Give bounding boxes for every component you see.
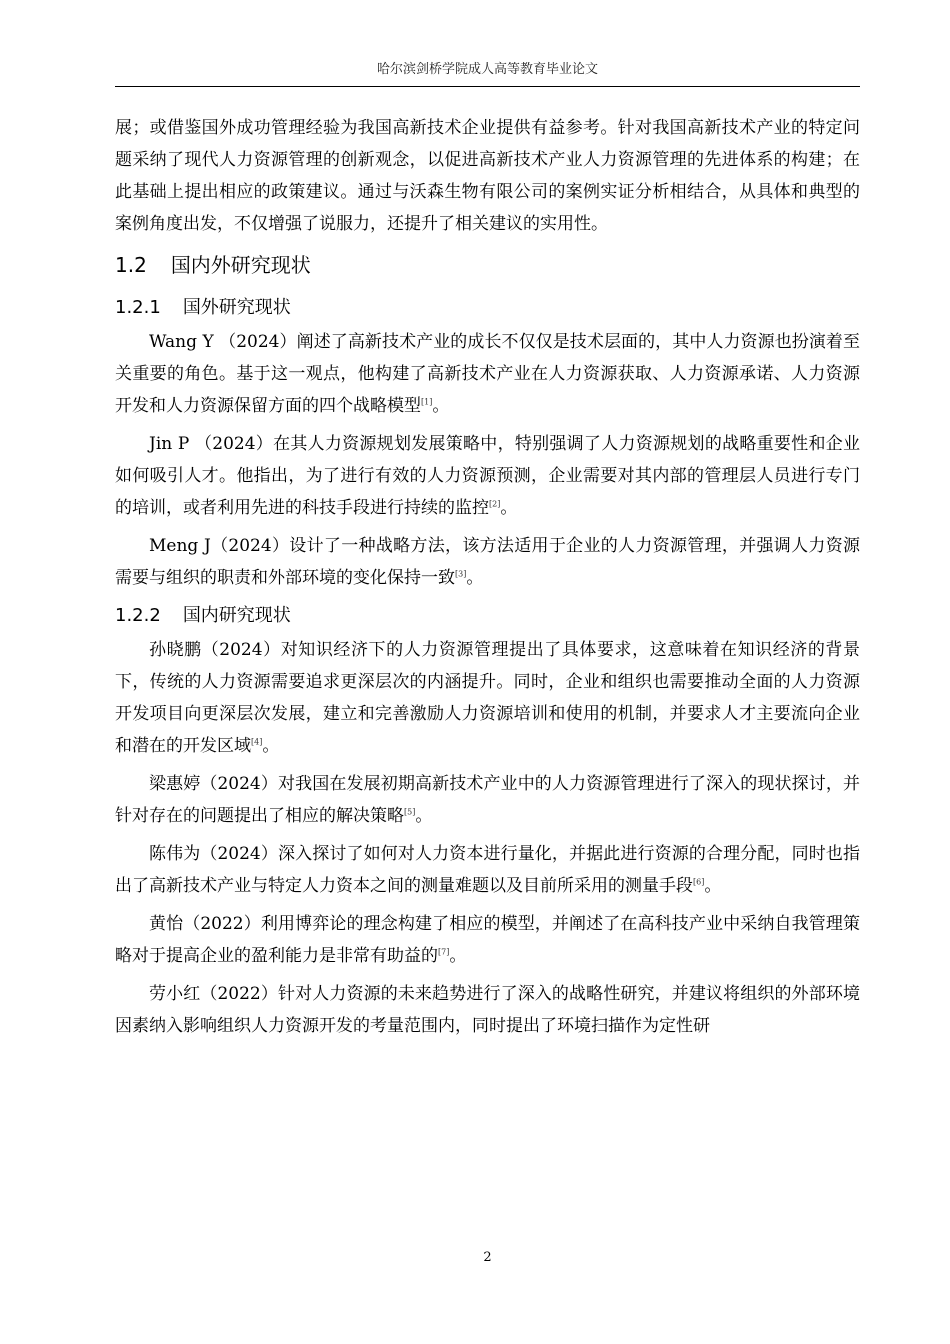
paragraph-text: 陈伟为（2024）深入探讨了如何对人力资本进行量化，并据此进行资源的合理分配，同时也指出了高新技术产业与特定人力资本之间的测量难题以及目前所采用的测量手段 (115, 844, 860, 896)
citation-ref[interactable]: [2] (489, 499, 501, 509)
paragraph-text: Meng J（2024）设计了一种战略方法，该方法适用于企业的人力资源管理，并强调人力资源需要与组织的职责和外部环境的变化保持一致 (115, 536, 860, 588)
subsection-title: 国外研究现状 (182, 297, 291, 318)
running-header: 哈尔滨剑桥学院成人高等教育毕业论文 (376, 62, 598, 77)
citation-ref[interactable]: [3] (455, 569, 467, 579)
section-heading (115, 248, 860, 282)
subsection-heading-domestic (115, 600, 860, 632)
paragraph-end: 。 (466, 568, 484, 588)
paragraph-text: Wang Y （2024）阐述了高新技术产业的成长不仅仅是技术层面的，其中人力资源也扮演着至关重要的角色。基于这一观点，他构建了高新技术产业在人力资源获取、人力资源承诺、人力资源开发和人力资源保留方面的四个战略模型 (115, 332, 860, 416)
paragraph-end: 。 (449, 946, 467, 966)
header-divider (115, 86, 860, 87)
citation-ref[interactable]: [7] (438, 947, 450, 957)
foreign-paragraph-2 (115, 428, 860, 524)
paragraph-end: 。 (432, 396, 450, 416)
foreign-paragraph-1 (115, 326, 860, 422)
citation-ref[interactable]: [1] (421, 397, 433, 407)
domestic-paragraph-4 (115, 908, 860, 972)
citation-ref[interactable]: [6] (693, 877, 705, 887)
paragraph-text: 黄怡（2022）利用博弈论的理念构建了相应的模型，并阐述了在高科技产业中采纳自我管理策略对于提高企业的盈利能力是非常有助益的 (115, 914, 860, 966)
section-title: 国内外研究现状 (170, 253, 311, 277)
foreign-paragraph-3 (115, 530, 860, 594)
subsection-title: 国内研究现状 (182, 605, 291, 626)
subsection-number: 1.2.1 (115, 297, 161, 318)
domestic-paragraph-3 (115, 838, 860, 902)
citation-ref[interactable]: [5] (404, 807, 416, 817)
paragraph-end: 。 (262, 736, 280, 756)
paragraph-end: 。 (704, 876, 722, 896)
intro-paragraph: 展；或借鉴国外成功管理经验为我国高新技术企业提供有益参考。针对我国高新技术产业的特定问题采纳了现代人力资源管理的创新观念，以促进高新技术产业人力资源管理的先进体系的构建；在此基础上提出相应的政策建议。通过与沃森生物有限公司的案例实证分析相结合，从具体和典型的案例角度出发，不仅增强了说服力，还提升了相关建议的实用性。 (115, 118, 860, 234)
domestic-paragraph-1 (115, 634, 860, 762)
paragraph-text: Jin P （2024）在其人力资源规划发展策略中，特别强调了人力资源规划的战略重要性和企业如何吸引人才。他指出，为了进行有效的人力资源预测，企业需要对其内部的管理层人员进行专门的培训，或者利用先进的科技手段进行持续的监控 (115, 434, 860, 518)
domestic-paragraph-5: 劳小红（2022）针对人力资源的未来趋势进行了深入的战略性研究，并建议将组织的外部环境因素纳入影响组织人力资源开发的考量范围内，同时提出了环境扫描作为定性研 (115, 984, 860, 1036)
section-number: 1.2 (115, 253, 147, 277)
page-body (115, 112, 860, 1048)
paragraph-text: 孙晓鹏（2024）对知识经济下的人力资源管理提出了具体要求，这意味着在知识经济的背景下，传统的人力资源需要追求更深层次的内涵提升。同时，企业和组织也需要推动全面的人力资源开发项目向更深层次发展，建立和完善激励人力资源培训和使用的机制，并要求人才主要流向企业和潜在的开发区域 (115, 640, 860, 756)
page-number: 2 (483, 1250, 492, 1265)
citation-ref[interactable]: [4] (251, 737, 263, 747)
paragraph-end: 。 (500, 498, 518, 518)
paragraph-end: 。 (415, 806, 433, 826)
domestic-paragraph-2 (115, 768, 860, 832)
paragraph-text: 梁惠婷（2024）对我国在发展初期高新技术产业中的人力资源管理进行了深入的现状探讨，并针对存在的问题提出了相应的解决策略 (115, 774, 860, 826)
subsection-heading-foreign (115, 292, 860, 324)
subsection-number: 1.2.2 (115, 605, 161, 626)
